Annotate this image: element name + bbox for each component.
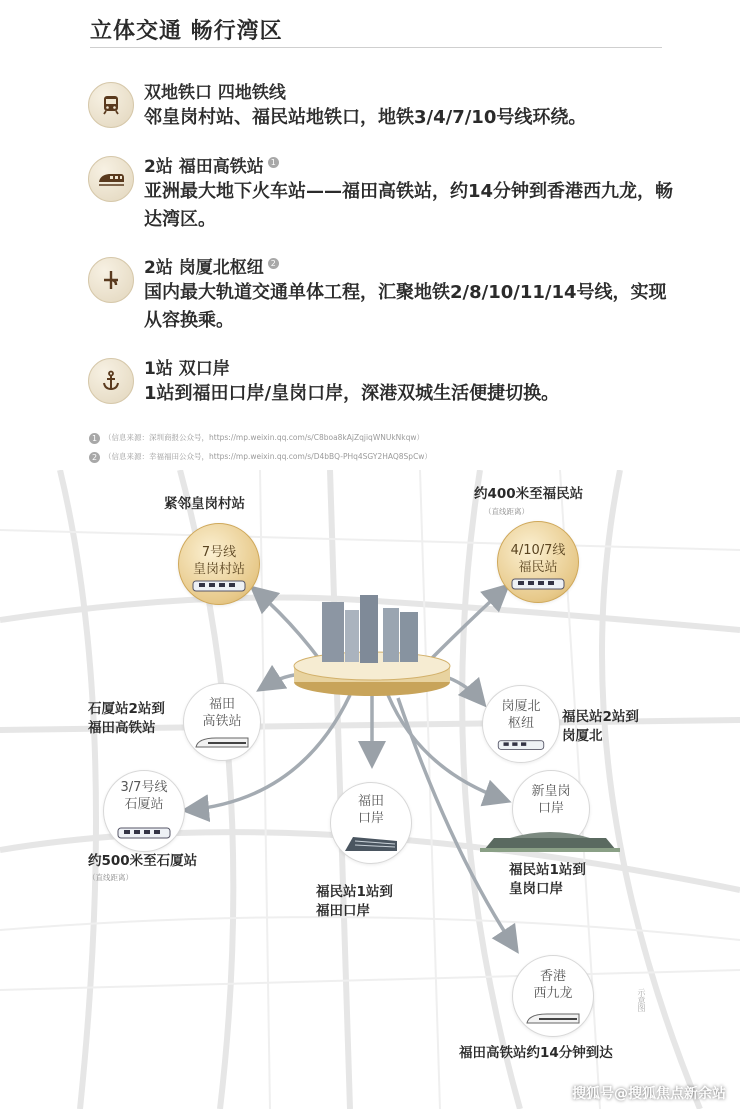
station-bubble-fumin: 4/10/7线 福民站 — [497, 521, 579, 603]
label-fumin-sub: （直线距离） — [484, 507, 529, 516]
high-speed-rail-icon — [88, 156, 134, 202]
port-bubble-futian: 福田 口岸 — [330, 782, 412, 864]
metro-train-icon — [191, 578, 247, 594]
port-bubble-new-huanggang: 新皇岗 口岸 — [512, 770, 590, 848]
label-shixia-sub: （直线距离） — [88, 873, 133, 882]
feature-title: 双地铁口 四地铁线 — [144, 83, 286, 103]
source-note: 1 （信息来源：深圳商报公众号，https://mp.weixin.qq.com/s/C8boa8kAjZqjiqWNUkNkqw） — [89, 432, 424, 444]
label-huanggangcun: 紧邻皇岗村站 — [164, 496, 245, 512]
metro-train-icon — [510, 576, 566, 592]
feature-description: 邻皇岗村站、福民站地铁口，地铁3/4/7/10号线环绕。 — [144, 107, 587, 128]
source-note: 2 （信息来源：幸福福田公众号，https://mp.weixin.qq.com/s/D4bBQ-PHq4SGY2HAQ8SpCw） — [89, 451, 432, 463]
watermark: 搜狐号@搜狐焦点新余站 — [572, 1086, 726, 1102]
feature-title: 2站 福田高铁站 1 — [144, 152, 279, 177]
feature-title: 1站 双口岸 — [144, 359, 230, 379]
label-gangxiabei: 福民站2站到 岗厦北 — [562, 709, 639, 744]
port-building-icon — [343, 833, 399, 853]
high-speed-rail-icon — [194, 734, 250, 750]
metro-train-icon — [116, 825, 172, 841]
label-fumin: 约400米至福民站 — [474, 486, 584, 502]
feature-title: 2站 岗厦北枢纽 2 — [144, 253, 279, 278]
schematic-note: 示意图 — [637, 988, 646, 1012]
footnote-marker: 1 — [268, 157, 279, 168]
feature-description: 亚洲最大地下火车站——福田高铁站，约14分钟到香港西九龙，畅达湾区。 — [144, 181, 674, 230]
footnote-marker: 2 — [268, 258, 279, 269]
metro-train-icon — [88, 82, 134, 128]
station-bubble-gangxiabei: 岗厦北 枢纽 — [482, 685, 560, 763]
feature-description: 国内最大轨道交通单体工程，汇聚地铁2/8/10/11/14号线，实现从容换乘。 — [144, 282, 667, 331]
feature-description: 1站到福田口岸/皇岗口岸，深港双城生活便捷切换。 — [144, 383, 560, 404]
station-bubble-huanggangcun: 7号线 皇岗村站 — [178, 523, 260, 605]
high-speed-rail-icon — [525, 1010, 581, 1026]
interchange-hub-icon — [88, 257, 134, 303]
label-hk-west-kowloon: 福田高铁站约14分钟到达 — [459, 1045, 613, 1061]
label-shixia: 约500米至石厦站 — [88, 853, 198, 869]
header-divider — [90, 47, 662, 48]
station-bubble-hk-west-kowloon: 香港 西九龙 — [512, 955, 594, 1037]
footnote-marker: 1 — [89, 433, 100, 444]
anchor-icon — [88, 358, 134, 404]
page-title: 立体交通 畅行湾区 — [90, 19, 283, 44]
label-new-huanggang-port: 福民站1站到 皇岗口岸 — [509, 862, 586, 897]
project-buildings — [294, 595, 450, 696]
footnote-marker: 2 — [89, 452, 100, 463]
station-bubble-futian-hsr: 福田 高铁站 — [183, 683, 261, 761]
label-futian-port: 福民站1站到 福田口岸 — [316, 884, 393, 919]
station-bubble-shixia: 3/7号线 石厦站 — [103, 770, 185, 852]
metro-train-icon — [496, 738, 546, 752]
label-futian-hsr: 石厦站2站到 福田高铁站 — [88, 701, 165, 736]
port-building-icon — [480, 826, 620, 852]
